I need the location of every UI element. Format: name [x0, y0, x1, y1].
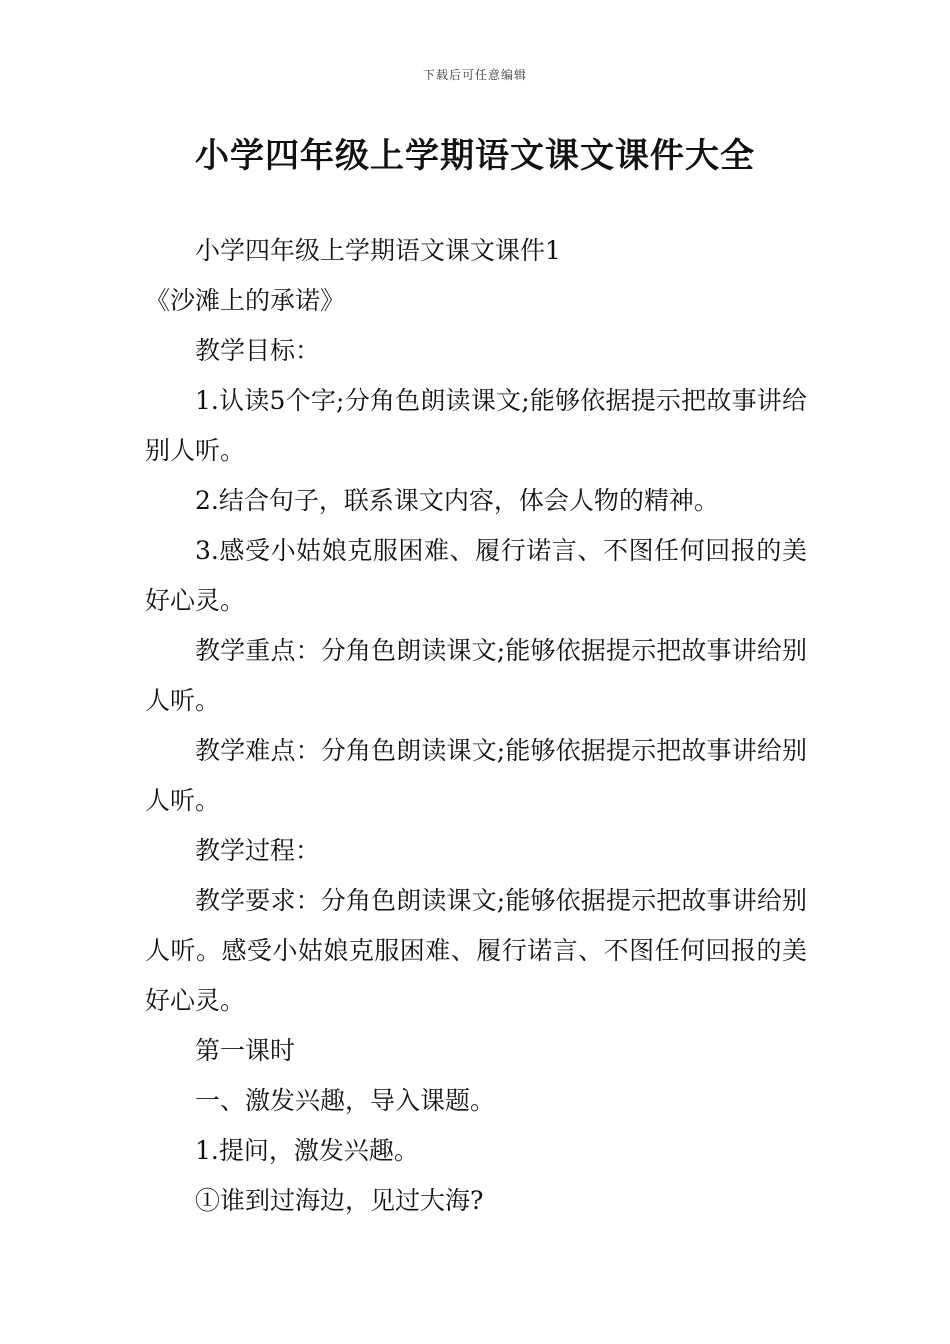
lesson-title: 《沙滩上的承诺》 [145, 286, 346, 315]
page-header-note: 下载后可任意编辑 [422, 68, 527, 82]
section-heading: 小学四年级上学期语文课文课件1 [195, 236, 561, 265]
paragraph: 第一课时 [195, 1036, 296, 1065]
paragraph: 1.认读5个字;分角色朗读课文;能够依据提示把故事讲给别人听。 [145, 386, 807, 465]
paragraph: 一、激发兴趣，导入课题。 [195, 1086, 496, 1115]
paragraph: 2.结合句子，联系课文内容，体会人物的精神。 [195, 486, 719, 515]
paragraph: 教学难点：分角色朗读课文;能够依据提示把故事讲给别人听。 [145, 736, 807, 815]
document-body [145, 226, 807, 1226]
paragraph: 1.提问，激发兴趣。 [195, 1136, 419, 1165]
paragraph: 教学重点：分角色朗读课文;能够依据提示把故事讲给别人听。 [145, 636, 807, 715]
paragraph: 3.感受小姑娘克服困难、履行诺言、不图任何回报的美好心灵。 [145, 536, 807, 615]
paragraph: 教学要求：分角色朗读课文;能够依据提示把故事讲给别人听。感受小姑娘克服困难、履行诺言、不图任何回报的美好心灵。 [145, 886, 807, 1015]
paragraph: ①谁到过海边，见过大海? [195, 1186, 484, 1215]
paragraph: 教学目标： [195, 336, 321, 365]
document-title: 小学四年级上学期语文课文课件大全 [195, 136, 755, 176]
paragraph: 教学过程： [195, 836, 321, 865]
